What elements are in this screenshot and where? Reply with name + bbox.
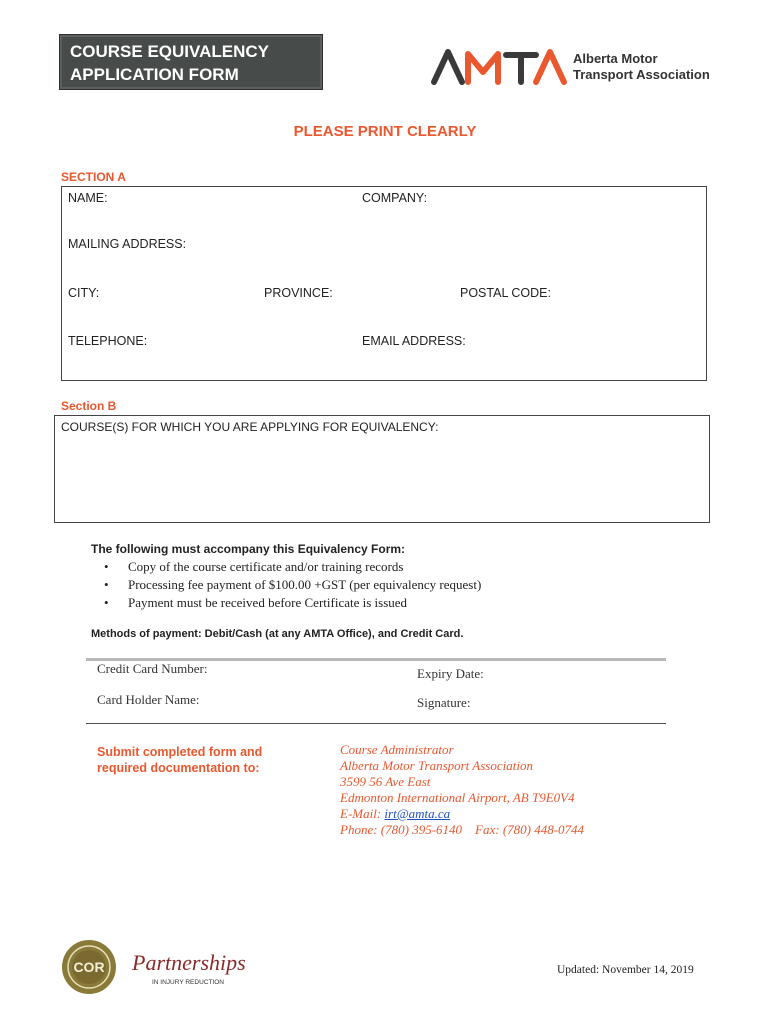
email-field-label: EMAIL ADDRESS:	[362, 334, 466, 348]
partnerships-logo	[130, 948, 248, 988]
print-clearly-notice: PLEASE PRINT CLEARLY	[293, 123, 477, 140]
contact-phone: Phone: (780) 395-6140	[340, 822, 463, 837]
requirements-heading: The following must accompany this Equivalency Form:	[91, 542, 406, 556]
postal-code-field-label: POSTAL CODE:	[460, 286, 551, 300]
submit-instructions	[97, 744, 262, 776]
submit-line1: Submit completed form and	[97, 745, 263, 759]
requirement-item: • Processing fee payment of $100.00 +GST (per equivalency request)	[91, 576, 481, 594]
svg-text:IN INJURY REDUCTION: IN INJURY REDUCTION	[152, 979, 224, 986]
courses-field-label: COURSE(S) FOR WHICH YOU ARE APPLYING FOR EQUIVALENCY:	[61, 420, 439, 434]
svg-text:COR: COR	[73, 959, 105, 975]
form-title-line1: COURSE EQUIVALENCY	[70, 42, 269, 61]
submit-line2: required documentation to:	[97, 761, 260, 775]
section-a-box[interactable]	[61, 186, 707, 381]
expiry-date-label: Expiry Date:	[417, 666, 484, 681]
name-field-label: NAME:	[68, 191, 108, 205]
requirements-list	[91, 558, 481, 612]
contact-org: Alberta Motor Transport Association	[340, 758, 533, 773]
cor-seal-logo	[60, 938, 118, 996]
telephone-field-label: TELEPHONE:	[68, 334, 148, 348]
contact-city: Edmonton International Airport, AB T9E0V4	[340, 790, 575, 805]
form-title-line2: APPLICATION FORM	[70, 65, 239, 84]
org-name	[573, 51, 710, 83]
contact-block	[340, 742, 584, 838]
org-name-line1: Alberta Motor	[573, 51, 658, 66]
signature-label: Signature:	[417, 695, 471, 710]
contact-email-prefix: E-Mail:	[340, 806, 385, 821]
org-name-line2: Transport Association	[573, 67, 710, 82]
city-field-label: CITY:	[68, 286, 100, 300]
updated-date: Updated: November 14, 2019	[557, 964, 694, 976]
contact-email-line	[340, 806, 584, 822]
contact-title: Course Administrator	[340, 742, 454, 757]
card-number-label: Credit Card Number:	[97, 661, 208, 676]
section-a-label: SECTION A	[61, 170, 126, 184]
requirement-item: • Payment must be received before Certificate is issued	[91, 594, 481, 612]
company-field-label: COMPANY:	[362, 191, 428, 205]
mailing-address-field-label: MAILING ADDRESS:	[68, 237, 187, 251]
payment-methods-text: Methods of payment: Debit/Cash (at any AMTA Office), and Credit Card.	[91, 628, 464, 640]
contact-email-link[interactable]: irt@amta.ca	[384, 806, 451, 821]
card-holder-label: Card Holder Name:	[97, 692, 200, 707]
contact-phone-line	[340, 822, 584, 838]
section-b-label: Section B	[61, 399, 117, 413]
form-title-box	[59, 34, 323, 90]
contact-fax: Fax: (780) 448-0744	[475, 822, 585, 837]
payment-bottom-rule	[86, 723, 666, 724]
svg-text:Partnerships: Partnerships	[132, 950, 246, 975]
section-b-box[interactable]	[54, 415, 710, 523]
contact-street: 3599 56 Ave East	[340, 774, 431, 789]
province-field-label: PROVINCE:	[264, 286, 333, 300]
requirement-item: • Copy of the course certificate and/or training records	[91, 558, 481, 576]
